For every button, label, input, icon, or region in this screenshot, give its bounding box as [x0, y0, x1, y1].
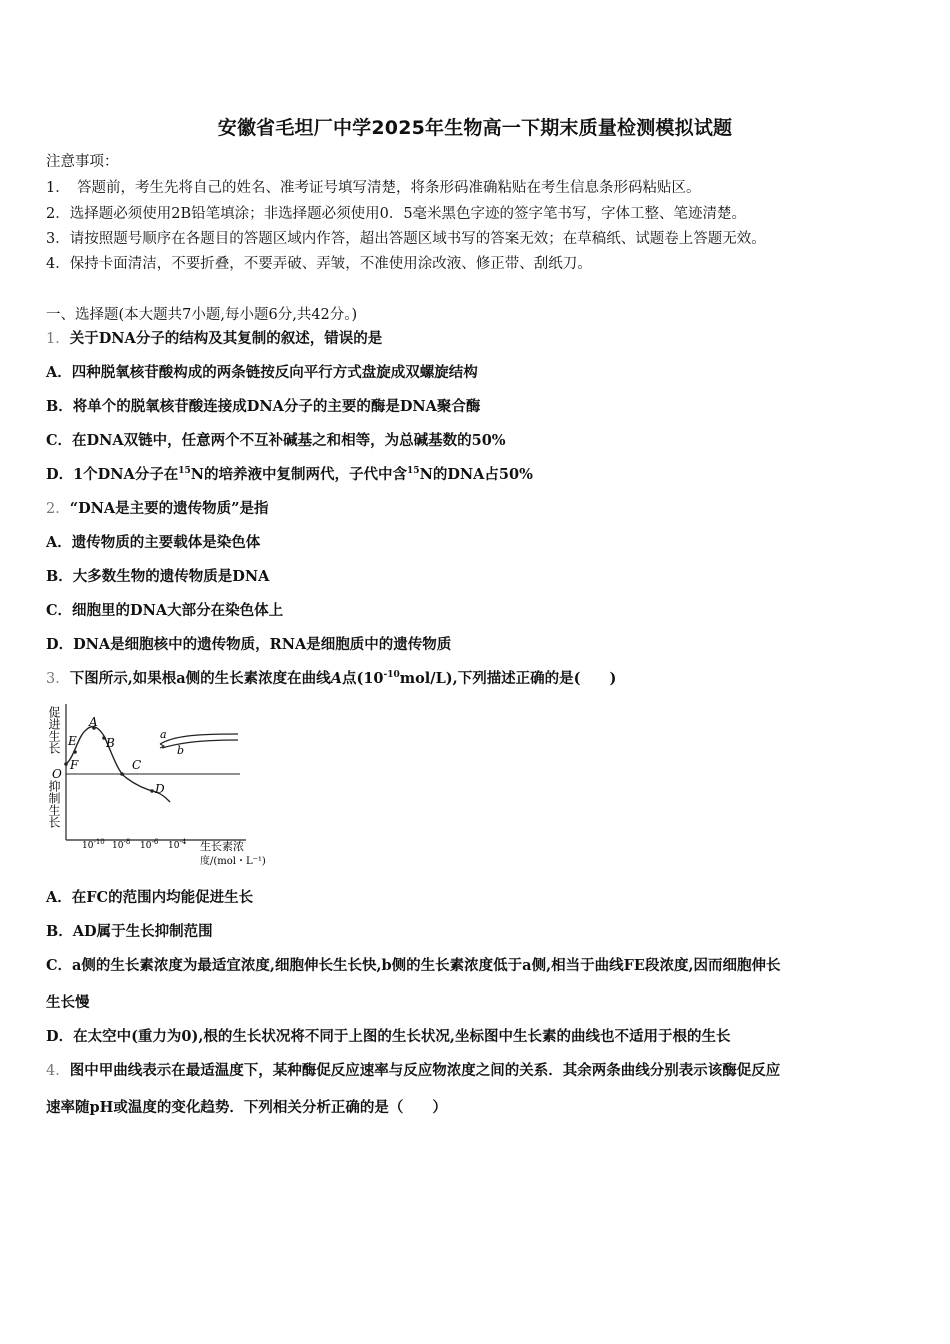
question-stem: 图中甲曲线表示在最适温度下，某种酶促反应速率与反应物浓度之间的关系．其余两条曲线分别表示该酶促反应 — [69, 1062, 781, 1079]
q2-option-c: C．细胞里的DNA大部分在染色体上 — [46, 602, 284, 619]
y-top-label: 促进生长 — [47, 706, 61, 754]
label-d: D — [155, 782, 165, 796]
question-4 — [46, 1059, 780, 1080]
label-a: A — [89, 715, 98, 729]
q1-option-b: B．将单个的脱氧核苷酸连接成DNA分子的主要的酶是DNA聚合酶 — [46, 398, 481, 415]
x-label-line2: 度/(mol・L⁻¹) — [200, 856, 266, 867]
q3-option-a: A．在FC的范围内均能促进生长 — [46, 889, 254, 906]
question-stem: 关于DNA分子的结构及其复制的叙述，错误的是 — [69, 330, 383, 347]
page-title: 安徽省毛坦厂中学2025年生物高一下期末质量检测模拟试题 — [217, 117, 733, 139]
question-number: 3． — [46, 671, 70, 687]
tick-exp: -4 — [179, 838, 187, 846]
q1-option-c: C．在DNA双链中，任意两个不互补碱基之和相等，为总碱基数的50% — [46, 432, 506, 449]
label-f: F — [70, 758, 79, 772]
point-c — [120, 772, 124, 776]
q3-option-d: D．在太空中(重力为0),根的生长状况将不同于上图的生长状况,坐标图中生长素的曲线也不适用于根的生长 — [46, 1028, 731, 1045]
notice-item-2: 2．选择题必须使用2B铅笔填涂；非选择题必须使用0．5毫米黑色字迹的签字笔书写，字体工整、笔迹清楚。 — [46, 206, 747, 222]
option-text: N的DNA占50% — [419, 466, 533, 483]
tick-base: 10 — [112, 841, 124, 851]
q2-option-a: A．遗传物质的主要载体是染色体 — [46, 534, 261, 551]
tick-base: 10 — [82, 841, 94, 851]
origin-label: O — [52, 767, 62, 781]
option-text: D．1个DNA分子在 — [46, 466, 179, 483]
label-e: E — [68, 734, 77, 748]
superscript: 15 — [407, 466, 420, 477]
stem-text: mol/L),下列描述正确的是( ) — [399, 670, 617, 687]
stem-text: 点(10 — [341, 670, 384, 687]
question-number: 4． — [46, 1063, 70, 1079]
inset-label-b: b — [177, 744, 185, 757]
q3-option-c: C．a侧的生长素浓度为最适宜浓度,细胞伸长生长快,b侧的生长素浓度低于a侧,相当于曲线FE段浓度,因而细胞伸长 — [46, 957, 781, 974]
notice-heading: 注意事项： — [46, 154, 119, 170]
y-bottom-label: 抑制生长 — [47, 780, 61, 828]
question-stem — [70, 670, 617, 687]
label-b: B — [106, 736, 115, 750]
root-upper-edge — [160, 734, 238, 744]
notice-item-4: 4．保持卡面清洁，不要折叠，不要弄破、弄皱，不准使用涂改液、修正带、刮纸刀。 — [46, 256, 592, 272]
tick-exp: -10 — [93, 838, 105, 846]
question-number: 1． — [46, 331, 70, 347]
q1-option-d — [46, 463, 533, 484]
tick-base: 10 — [140, 841, 152, 851]
tick-exp: -8 — [123, 838, 131, 846]
notice-item-1: 1． 答题前，考生先将自己的姓名、准考证号填写清楚，将条形码准确粘贴在考生信息条形码粘贴区。 — [46, 180, 701, 196]
stem-text: 下图所示,如果根a侧的生长素浓度在曲线 — [69, 670, 331, 687]
root-lower-edge — [162, 740, 238, 748]
tick-exp: -6 — [151, 838, 159, 846]
q2-option-b: B．大多数生物的遗传物质是DNA — [46, 568, 270, 585]
question-4-cont: 速率随pH或温度的变化趋势．下列相关分析正确的是（ ） — [46, 1099, 447, 1116]
x-label-line1: 生长素浓 — [200, 840, 244, 853]
point-f — [64, 762, 68, 766]
notice-item-3: 3．请按照题号顺序在各题目的答题区域内作答，超出答题区域书写的答案无效；在草稿纸、试题卷上答题无效。 — [46, 231, 766, 247]
label-c: C — [132, 758, 142, 772]
option-text: N的培养液中复制两代，子代中含 — [190, 466, 408, 483]
point-e — [73, 750, 77, 754]
question-2 — [46, 497, 269, 518]
superscript: -10 — [383, 670, 400, 681]
inset-label-a: a — [160, 728, 167, 741]
q2-option-d: D．DNA是细胞核中的遗传物质，RNA是细胞质中的遗传物质 — [46, 636, 452, 653]
question-1 — [46, 327, 382, 348]
tick-base: 10 — [168, 841, 180, 851]
q3-option-c-cont: 生长慢 — [46, 994, 90, 1011]
superscript: 15 — [178, 466, 191, 477]
question-3 — [46, 667, 616, 688]
question-stem: “DNA是主要的遗传物质”是指 — [69, 500, 269, 517]
question-number: 2． — [46, 501, 70, 517]
q1-option-a: A．四种脱氧核苷酸构成的两条链按反向平行方式盘旋成双螺旋结构 — [46, 364, 478, 381]
section-heading: 一、选择题(本大题共7小题,每小题6分,共42分。) — [46, 307, 358, 323]
stem-italic: A — [330, 670, 342, 687]
point-d — [150, 789, 154, 793]
auxin-curve-figure — [44, 698, 284, 868]
q3-option-b: B．AD属于生长抑制范围 — [46, 923, 213, 940]
